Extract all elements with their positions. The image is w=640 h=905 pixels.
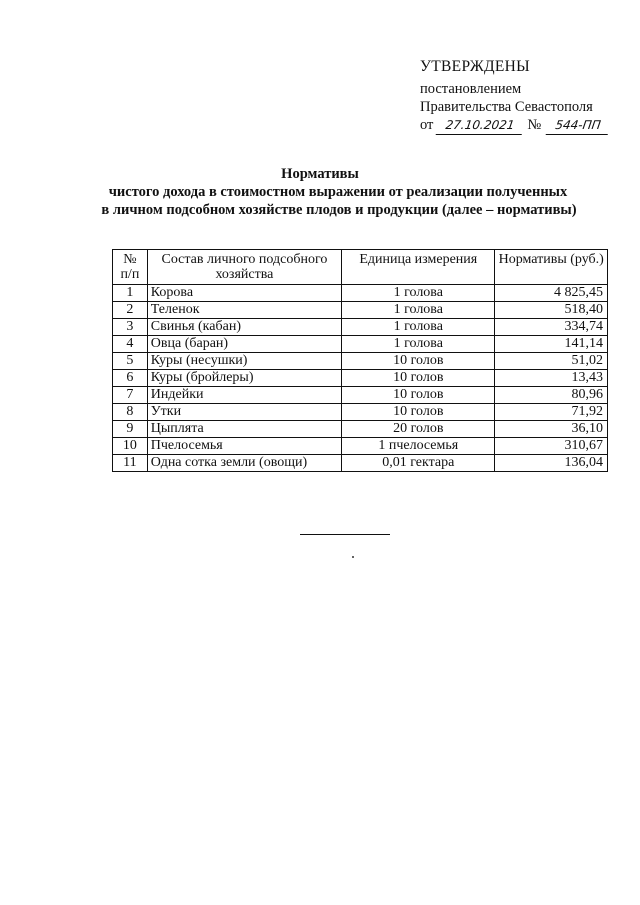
approval-date-line [420,116,635,135]
header-unit: Единица измерения [342,250,495,285]
document-title [0,165,640,219]
cell-name: Теленок [147,302,341,319]
cell-num: 5 [113,353,148,370]
cell-value: 136,04 [495,455,608,472]
handwritten-number: 544-ПП [546,116,611,135]
cell-name: Цыплята [147,421,341,438]
cell-name: Индейки [147,387,341,404]
table-row [113,404,608,421]
cell-num: 1 [113,285,148,302]
cell-name: Куры (несушки) [147,353,341,370]
approval-line-government: Правительства Севастополя [420,99,593,115]
cell-unit: 10 голов [342,387,495,404]
table-row [113,387,608,404]
cell-unit: 10 голов [342,370,495,387]
cell-num: 3 [113,319,148,336]
handwritten-date: 27.10.2021 [436,116,525,135]
cell-value: 518,40 [495,302,608,319]
cell-num: 7 [113,387,148,404]
cell-name: Свинья (кабан) [147,319,341,336]
approval-block [420,58,635,135]
approval-heading: УТВЕРЖДЕНЫ [420,58,530,75]
header-value: Нормативы (руб.) [495,250,608,285]
cell-unit: 0,01 гектара [342,455,495,472]
cell-value: 334,74 [495,319,608,336]
cell-unit: 1 пчелосемья [342,438,495,455]
title-line-1: Нормативы [281,166,359,182]
table-header-row [113,250,608,285]
header-name: Состав личного подсобного хозяйства [147,250,341,285]
cell-value: 13,43 [495,370,608,387]
cell-unit: 1 голова [342,319,495,336]
cell-unit: 10 голов [342,353,495,370]
table-row [113,336,608,353]
cell-unit: 1 голова [342,302,495,319]
cell-num: 6 [113,370,148,387]
cell-value: 71,92 [495,404,608,421]
approval-line-resolution: постановлением [420,81,522,97]
cell-num: 11 [113,455,148,472]
cell-name: Овца (баран) [147,336,341,353]
table-row [113,319,608,336]
cell-num: 2 [113,302,148,319]
cell-value: 36,10 [495,421,608,438]
cell-value: 80,96 [495,387,608,404]
cell-unit: 20 голов [342,421,495,438]
norms-table [112,249,608,472]
cell-name: Куры (бройлеры) [147,370,341,387]
table-row [113,302,608,319]
table-row [113,455,608,472]
stray-mark [352,556,354,558]
cell-unit: 1 голова [342,285,495,302]
cell-num: 4 [113,336,148,353]
date-prefix: от [420,117,434,133]
number-prefix: № [527,117,542,133]
table-row [113,353,608,370]
cell-name: Утки [147,404,341,421]
cell-value: 141,14 [495,336,608,353]
cell-num: 10 [113,438,148,455]
cell-value: 310,67 [495,438,608,455]
cell-unit: 10 голов [342,404,495,421]
table-row [113,421,608,438]
table-body [113,285,608,472]
cell-num: 8 [113,404,148,421]
cell-name: Одна сотка земли (овощи) [147,455,341,472]
table-row [113,438,608,455]
cell-name: Пчелосемья [147,438,341,455]
title-line-2: чистого дохода в стоимостном выражении от реализации полученных [108,184,568,200]
closing-divider [300,534,390,535]
cell-value: 51,02 [495,353,608,370]
cell-unit: 1 голова [342,336,495,353]
table-row [113,285,608,302]
cell-name: Корова [147,285,341,302]
table-row [113,370,608,387]
cell-num: 9 [113,421,148,438]
header-num: № п/п [113,250,148,285]
title-line-3: в личном подсобном хозяйстве плодов и продукции (далее – нормативы) [101,202,577,218]
cell-value: 4 825,45 [495,285,608,302]
